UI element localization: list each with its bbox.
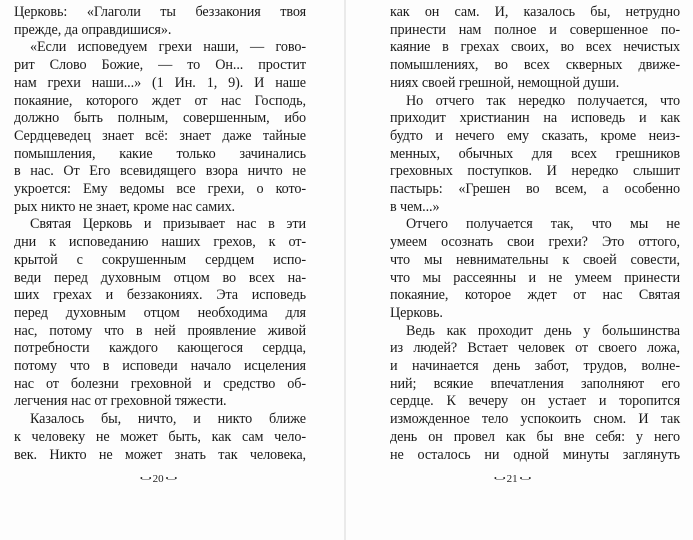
- text-line: сердце. К вечеру он устает и торопится: [390, 393, 680, 410]
- text-line: будто и нечего ему сказать, кроме неиз-: [390, 127, 680, 144]
- text-line: Казалось бы, ничто, и никто ближе: [30, 411, 306, 428]
- text-line: греховных поступков. И нередко слышит: [390, 163, 680, 180]
- folio-ornament-left: •—•: [494, 474, 505, 484]
- text-line: принести нам полное и совершенное по-: [390, 21, 680, 38]
- book-gutter: [344, 0, 346, 540]
- text-line: нам грехи наши...» (1 Ин. 1, 9). И наше: [14, 74, 306, 91]
- text-line: век. Никто не может знать так человека,: [14, 446, 306, 463]
- text-line: легчения нас от греховной тяжести.: [14, 393, 227, 410]
- page-number-text: 20: [152, 473, 164, 486]
- text-line: «Если исповедуем грехи наши, — гово-: [30, 39, 306, 56]
- folio-ornament-right: •—•: [165, 474, 177, 484]
- folio-ornament-right: •—•: [519, 474, 531, 484]
- text-line: Отчего получается так, что мы не: [406, 216, 680, 233]
- text-line: помышления, какие только зачинались: [14, 145, 306, 162]
- folio-ornament-left: •—•: [140, 474, 151, 484]
- text-line: укроется: Ему ведомы все грехи, о кото-: [14, 181, 306, 197]
- text-line: к человеку не может быть, как сам чело-: [14, 428, 306, 445]
- text-line: веди перед духовным отцом во всех на-: [14, 269, 306, 286]
- text-line: ний; всякие впечатления заполняют его: [390, 375, 680, 392]
- text-line: Церковь.: [390, 304, 443, 321]
- text-line: в нас. От Его всевидящего взора ничто не: [14, 163, 306, 180]
- text-line: и начинается день забот, трудов, волне-: [390, 358, 680, 374]
- text-line: пастырь: «Грешен во всем, а особенно: [390, 181, 680, 197]
- text-line: должно быть полным, совершенным, ибо: [14, 110, 306, 127]
- text-line: крытой с сокрушенным сердцем испо-: [14, 251, 306, 268]
- text-line: день он провел как бы вне себя: у него: [390, 428, 680, 445]
- text-line: каяние в грехах своих, во всех нечистых: [390, 39, 680, 56]
- text-line: что мы невнимательны к своей совести,: [390, 251, 680, 268]
- text-line: дни к исповеданию наших грехов, к от-: [14, 234, 306, 251]
- text-line: перед духовным отцом необходима для: [14, 304, 306, 321]
- text-line: изможденное тело успокоить сном. И так: [390, 411, 680, 428]
- text-line: в чем...»: [390, 198, 440, 215]
- text-line: менных, обычных для всех грешников: [390, 145, 680, 162]
- page-number-text: 21: [506, 473, 518, 486]
- text-line: из людей? Встает человек от своего ложа,: [390, 340, 680, 357]
- text-line: покаяние, которое ждет от нас Святая: [390, 287, 680, 304]
- text-line: потому что в исповеди начало исцеления: [14, 358, 306, 374]
- text-line: как он сам. И, казалось бы, нетрудно: [390, 4, 680, 20]
- text-line: умеем осознать свои грехи? Это оттого,: [390, 234, 680, 251]
- page-number: [494, 470, 530, 488]
- text-line: не осталось ни одной минуты заглянуть: [390, 446, 680, 463]
- text-line: помышлениях, во всех скверных движе-: [390, 57, 680, 74]
- text-line: ниях своей грешной, немощной души.: [390, 74, 620, 91]
- text-line: Сердцеведец знает всё: знает даже тайные: [14, 127, 306, 144]
- page-number: [140, 470, 176, 488]
- text-line: Церковь: «Глаголи ты беззакония твоя: [14, 4, 306, 20]
- text-line: рых никто не знает, кроме нас самих.: [14, 198, 236, 215]
- text-line: Ведь как проходит день у большинства: [406, 322, 680, 339]
- text-line: ших грехах и беззакониях. Эта исповедь: [14, 287, 306, 304]
- text-line: Святая Церковь и призывает нас в эти: [30, 216, 306, 233]
- text-line: нас от болезни греховной и средство об-: [14, 375, 306, 392]
- text-line: рит Слово Божие, — то Он... простит: [14, 57, 306, 74]
- text-line: нас, потому что в ней проявление живой: [14, 322, 306, 339]
- text-line: прежде, да оправдишися».: [14, 21, 172, 38]
- text-line: потребности каждого кающегося сердца,: [14, 340, 306, 357]
- text-line: Но отчего так нередко получается, что: [406, 92, 680, 109]
- text-line: что мы рассеянны и не умеем принести: [390, 269, 680, 286]
- text-line: приходит христианин на исповедь и как: [390, 110, 680, 127]
- text-line: покаяние, которого ждет от нас Господь,: [14, 92, 306, 109]
